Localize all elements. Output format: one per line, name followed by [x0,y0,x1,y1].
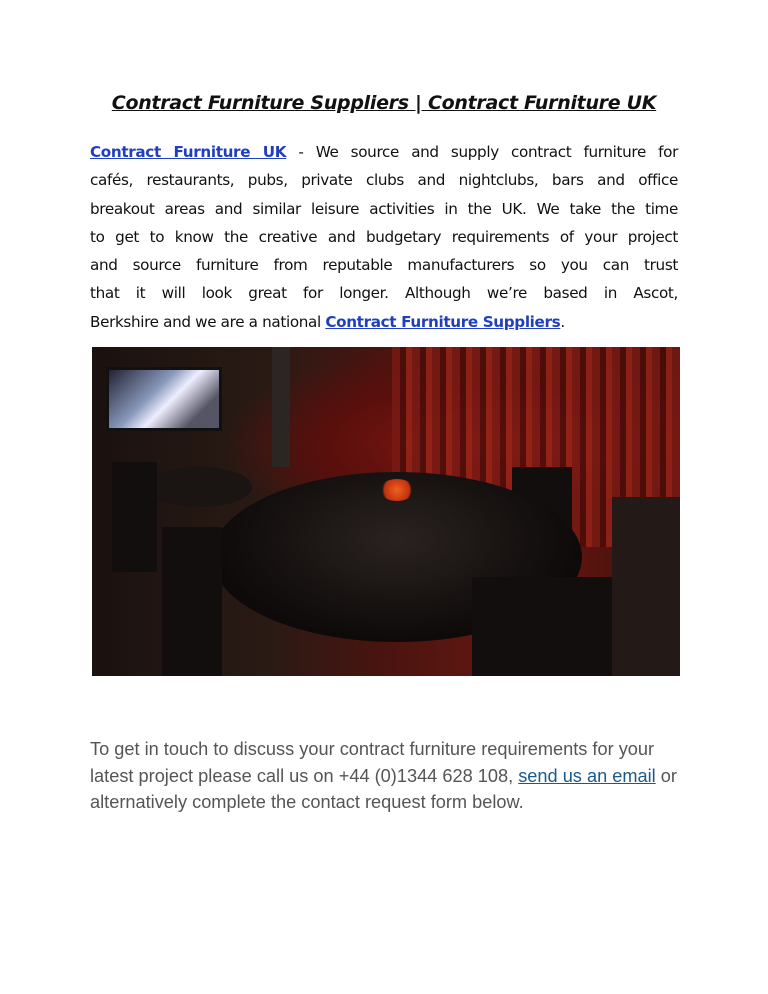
contract-furniture-suppliers-link[interactable]: Contract Furniture Suppliers [325,312,561,331]
flower-centerpiece [379,479,415,501]
intro-paragraph: Contract Furniture UK - We source and supply contract furniture for cafés, restaurants, pubs, private clubs and nightclubs, bars and office breakout areas and similar leisure activities in the UK. We take the time to get to know the creative and budgetary requirements of your project and source furniture from reputable manufacturers so you can trust that it will look great for longer. Although we’re based in Ascot, Berkshire and we are a national Contract Furniture Suppliers. [90,143,678,331]
page-title: Contract Furniture Suppliers | Contract Furniture UK [111,92,657,114]
send-email-link[interactable]: send us an email [518,765,656,786]
contract-furniture-uk-link[interactable]: Contract Furniture UK [90,143,287,161]
back-table [147,467,252,507]
tv-screen [106,367,222,431]
contact-paragraph: To get in touch to discuss your contract furniture requirements for your latest project please call us on +44 (0)1344 628 108, send us an email or alternatively complete the contact request form below. [90,739,677,812]
restaurant-photo [92,347,680,676]
